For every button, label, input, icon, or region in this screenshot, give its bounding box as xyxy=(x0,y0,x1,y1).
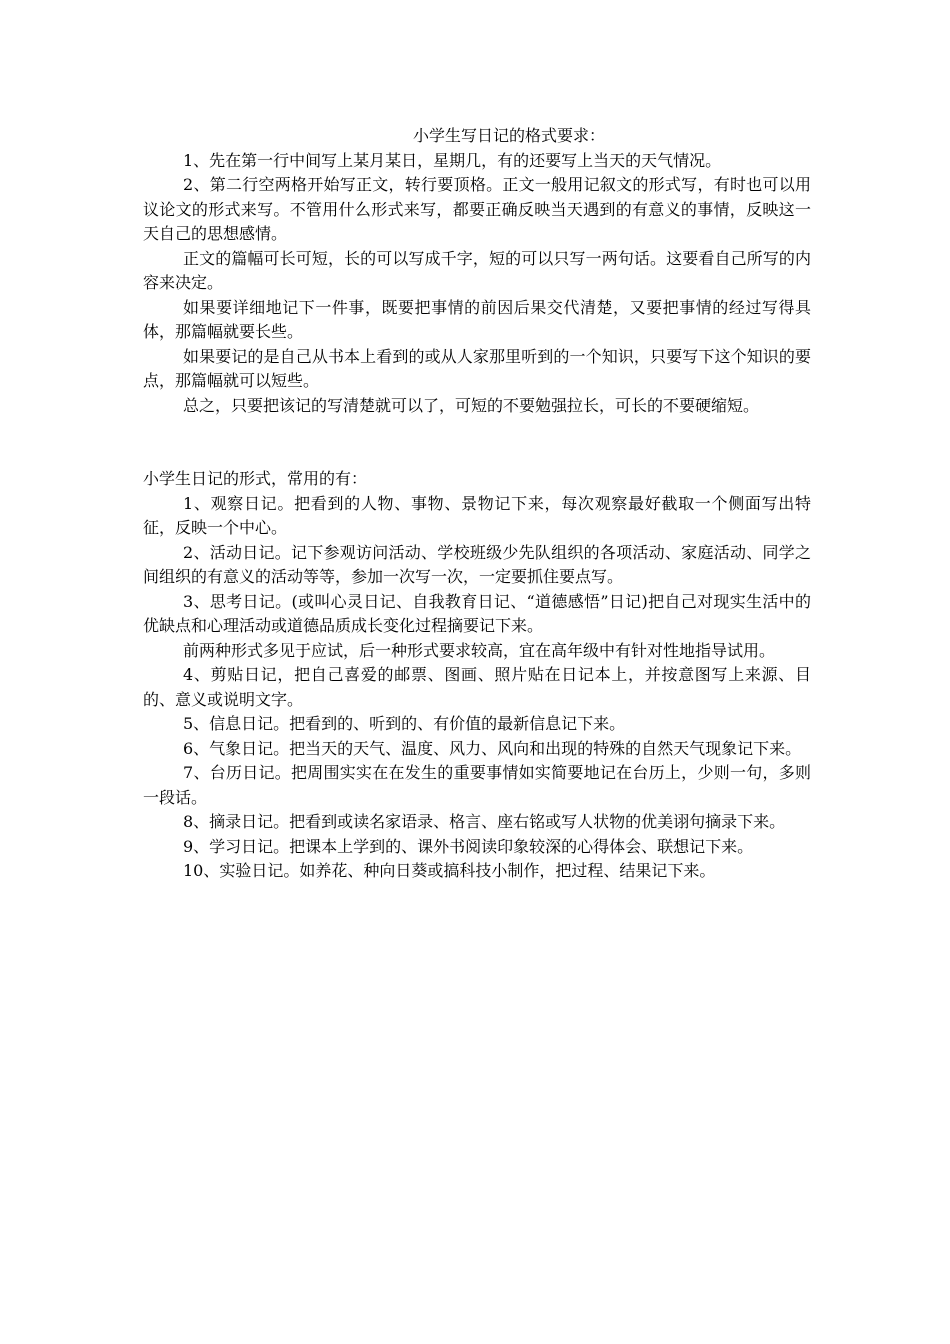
section2-heading: 小学生日记的形式，常用的有： xyxy=(143,469,368,488)
section1-paragraph-1: 1、先在第一行中间写上某月某日，星期几，有的还要写上当天的天气情况。 xyxy=(183,150,722,170)
section2-paragraph-7: 6、气象日记。把当天的天气、温度、风力、风向和出现的特殊的自然天气现象记下来。 xyxy=(183,738,802,758)
section2-paragraph-8: 7、台历日记。把周围实实在在发生的重要事情如实简要地记在台历上，少则一句，多则一段话。 xyxy=(143,763,811,807)
section2-paragraph-4: 前两种形式多见于应试，后一种形式要求较高，宜在高年级中有针对性地指导试用。 xyxy=(183,640,776,660)
section1-paragraph-3: 正文的篇幅可长可短，长的可以写成千字，短的可以只写一两句话。这要看自己所写的内容来决定。 xyxy=(143,248,811,292)
section2-paragraph-3: 3、思考日记。(或叫心灵日记、自我教育日记、“道德感悟”日记)把自己对现实生活中的优缺点和心理活动或道德品质成长变化过程摘要记下来。 xyxy=(143,591,811,635)
section1-paragraph-2: 2、第二行空两格开始写正文，转行要顶格。正文一般用记叙文的形式写，有时也可以用议论文的形式来写。不管用什么形式来写，都要正确反映当天遇到的有意义的事情，反映这一天自己的思想感情。 xyxy=(143,175,811,243)
document-content xyxy=(143,124,811,884)
section1-paragraph-5: 如果要记的是自己从书本上看到的或从人家那里听到的一个知识，只要写下这个知识的要点，那篇幅就可以短些。 xyxy=(143,346,811,390)
section1-paragraph-4: 如果要详细地记下一件事，既要把事情的前因后果交代清楚，又要把事情的经过写得具体，那篇幅就要长些。 xyxy=(143,297,811,341)
section2-paragraph-2: 2、活动日记。记下参观访问活动、学校班级少先队组织的各项活动、家庭活动、同学之间组织的有意义的活动等等，参加一次写一次，一定要抓住要点写。 xyxy=(143,542,811,586)
section2-paragraph-1: 1、观察日记。把看到的人物、事物、景物记下来，每次观察最好截取一个侧面写出特征，反映一个中心。 xyxy=(143,493,811,537)
section1-title: 小学生写日记的格式要求： xyxy=(413,126,606,145)
section2-paragraph-5: 4、剪贴日记，把自己喜爱的邮票、图画、照片贴在日记本上，并按意图写上来源、目的、意义或说明文字。 xyxy=(143,665,811,709)
section2-paragraph-10: 9、学习日记。把课本上学到的、课外书阅读印象较深的心得体会、联想记下来。 xyxy=(183,836,754,856)
section2-paragraph-9: 8、摘录日记。把看到或读名家语录、格言、座右铭或写人状物的优美诩句摘录下来。 xyxy=(183,812,786,831)
section2-paragraph-6: 5、信息日记。把看到的、听到的、有价值的最新信息记下来。 xyxy=(183,714,626,733)
section1-paragraph-6: 总之，只要把该记的写清楚就可以了，可短的不要勉强拉长，可长的不要硬缩短。 xyxy=(183,395,760,415)
section-gap xyxy=(143,418,811,467)
section2-paragraph-11: 10、实验日记。如养花、种向日葵或搞科技小制作，把过程、结果记下来。 xyxy=(183,861,716,880)
